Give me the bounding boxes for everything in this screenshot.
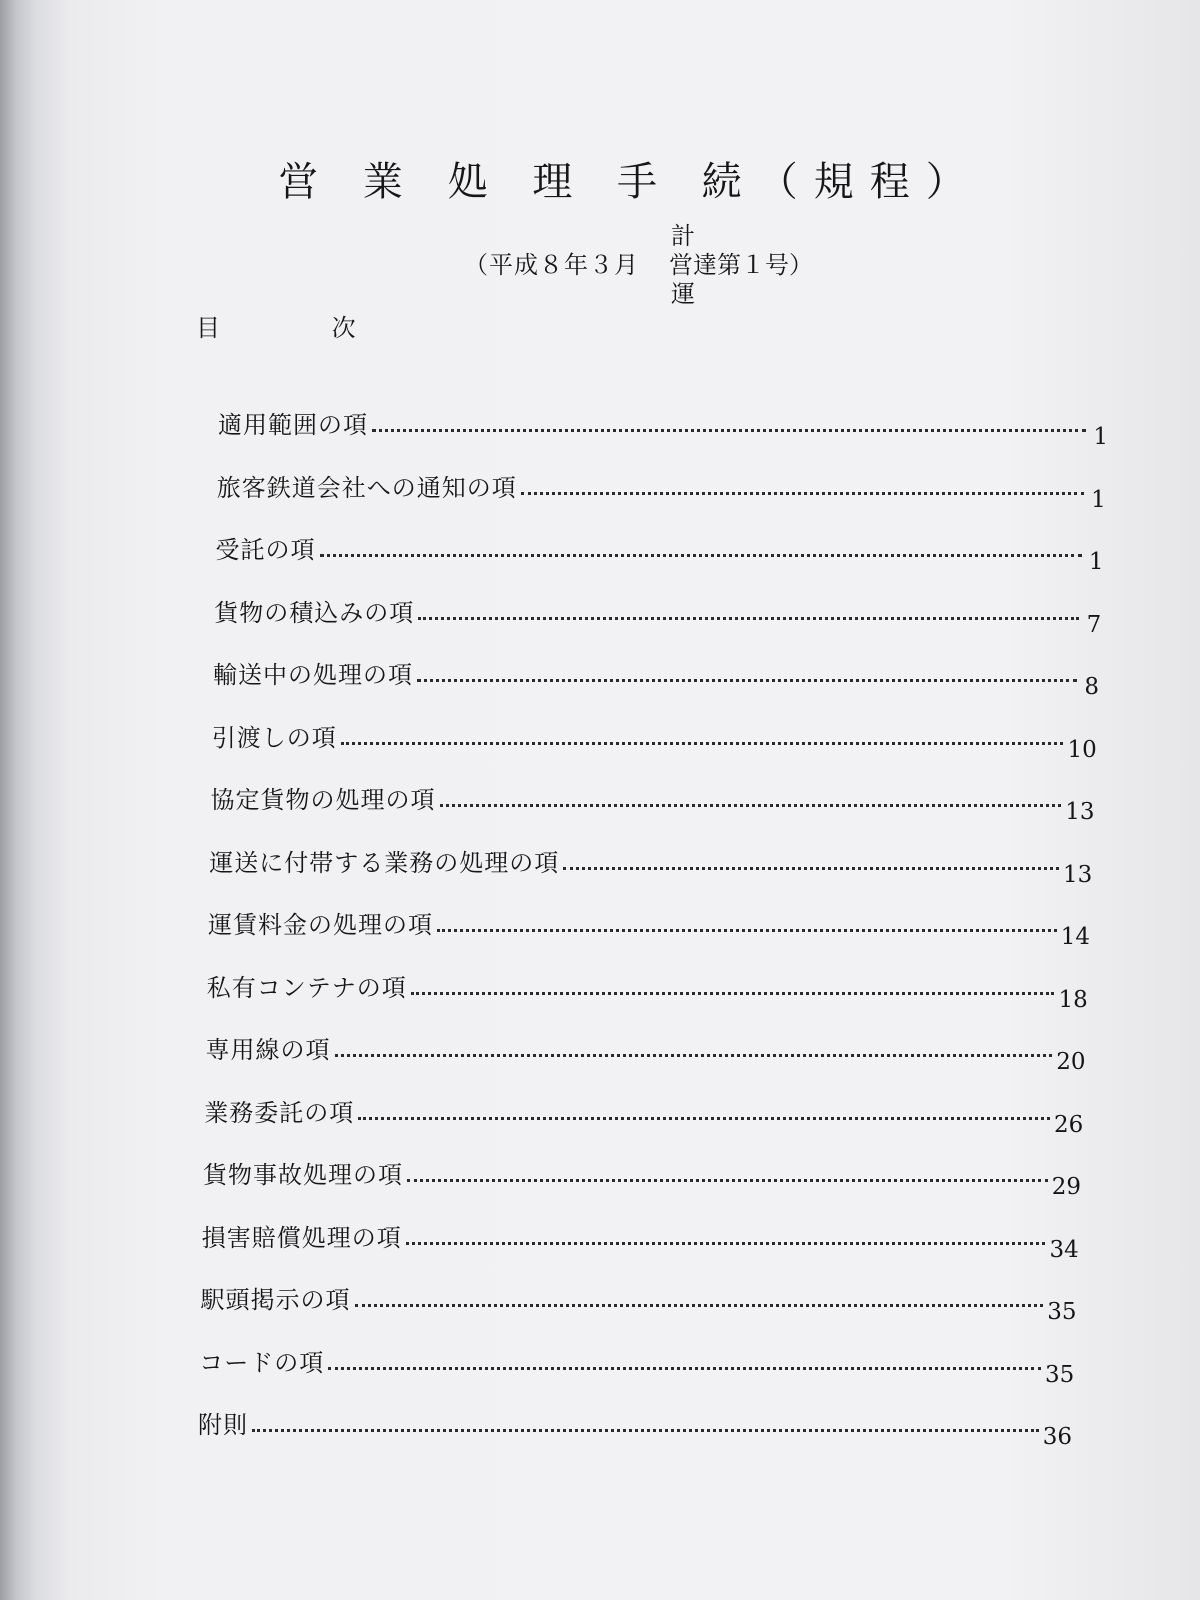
toc-entry-label: 私有コンテナの項	[206, 973, 407, 1002]
toc-dot-leader	[372, 429, 1086, 432]
toc-heading: 目 次	[196, 314, 408, 342]
toc-entry-page-number: 13	[1065, 799, 1095, 825]
toc-entry-page-number: 26	[1053, 1111, 1084, 1138]
toc-entry-label: 駅頭掲示の項	[200, 1286, 351, 1314]
toc-entry-label: 業務委託の項	[204, 1098, 355, 1127]
toc-entry-page-number: 1	[1088, 549, 1104, 575]
toc-entry-page-number: 8	[1084, 674, 1099, 700]
toc-entry	[203, 1150, 1081, 1200]
toc-entry-page-number: 10	[1067, 736, 1097, 763]
toc-entry	[218, 400, 1108, 450]
toc-dot-leader	[563, 867, 1059, 870]
toc-dot-leader	[335, 1054, 1053, 1057]
toc-dot-leader	[521, 492, 1084, 495]
toc-entry	[214, 588, 1102, 638]
toc-entry-label: 損害賠償処理の項	[201, 1223, 402, 1252]
toc-entry-label: 受託の項	[215, 536, 316, 564]
toc-dot-leader	[417, 679, 1077, 682]
toc-entry-label: 附則	[198, 1411, 248, 1439]
toc-entry-label: 輸送中の処理の項	[213, 661, 413, 689]
toc-dot-leader	[252, 1429, 1039, 1432]
toc-dot-leader	[320, 554, 1082, 557]
toc-entry	[201, 1213, 1079, 1263]
issue-ref-middle: 営達第１号）	[669, 251, 813, 279]
toc-dot-leader	[411, 992, 1055, 995]
toc-entry-page-number: 7	[1086, 611, 1102, 638]
toc-entry	[200, 1275, 1077, 1325]
toc-entry-page-number: 29	[1051, 1174, 1081, 1200]
issue-ref-bottom: 運	[671, 280, 695, 308]
toc-entry-label: 適用範囲の項	[218, 411, 368, 439]
toc-dot-leader	[440, 804, 1062, 807]
toc-entry-page-number: 13	[1062, 861, 1093, 888]
toc-entry-label: 専用線の項	[205, 1036, 331, 1064]
toc-entry-page-number: 1	[1091, 486, 1106, 513]
toc-entry-page-number: 34	[1049, 1236, 1079, 1263]
issue-date: （平成８年３月	[464, 251, 639, 279]
toc-dot-leader	[406, 1242, 1046, 1245]
toc-dot-leader	[407, 1179, 1048, 1182]
toc-entry	[211, 713, 1097, 763]
toc-entry-label: 貨物の積込みの項	[214, 598, 415, 627]
toc-entry	[216, 463, 1106, 513]
toc-dot-leader	[328, 1367, 1041, 1370]
toc-dot-leader	[355, 1304, 1044, 1307]
toc-entry-label: コードの項	[199, 1348, 325, 1377]
toc-entry-page-number: 36	[1042, 1424, 1072, 1450]
toc-entry	[204, 1088, 1084, 1138]
toc-entry-label: 旅客鉄道会社への通知の項	[216, 473, 517, 502]
toc-entry	[206, 963, 1088, 1013]
toc-entry	[205, 1025, 1086, 1075]
toc-dot-leader	[341, 742, 1064, 745]
toc-entry	[209, 838, 1093, 888]
toc-entry-label: 運賃料金の処理の項	[208, 911, 433, 939]
toc-entry	[213, 650, 1099, 700]
toc-dot-leader	[437, 929, 1057, 932]
toc-entry	[215, 525, 1104, 575]
toc-entry-page-number: 35	[1044, 1361, 1075, 1388]
document-title: 営 業 処 理 手 続（規程）	[278, 159, 982, 205]
toc-entry-label: 貨物事故処理の項	[203, 1161, 403, 1189]
issue-ref-top: 計	[671, 222, 695, 250]
toc-entry-label: 運送に付帯する業務の処理の項	[209, 848, 560, 877]
toc-entry-label: 引渡しの項	[211, 723, 337, 752]
toc-entry-page-number: 1	[1093, 424, 1108, 450]
toc-dot-leader	[418, 617, 1079, 620]
toc-entry	[199, 1338, 1075, 1388]
toc-entry-page-number: 35	[1047, 1299, 1077, 1325]
toc-entry	[210, 775, 1095, 825]
toc-dot-leader	[358, 1117, 1050, 1120]
toc-entry-page-number: 14	[1060, 924, 1090, 950]
toc-entry	[208, 900, 1090, 950]
toc-entry-label: 協定貨物の処理の項	[210, 786, 436, 814]
toc-entry-page-number: 20	[1056, 1049, 1086, 1075]
toc-entry-page-number: 18	[1058, 986, 1088, 1013]
toc-entry	[198, 1400, 1072, 1450]
